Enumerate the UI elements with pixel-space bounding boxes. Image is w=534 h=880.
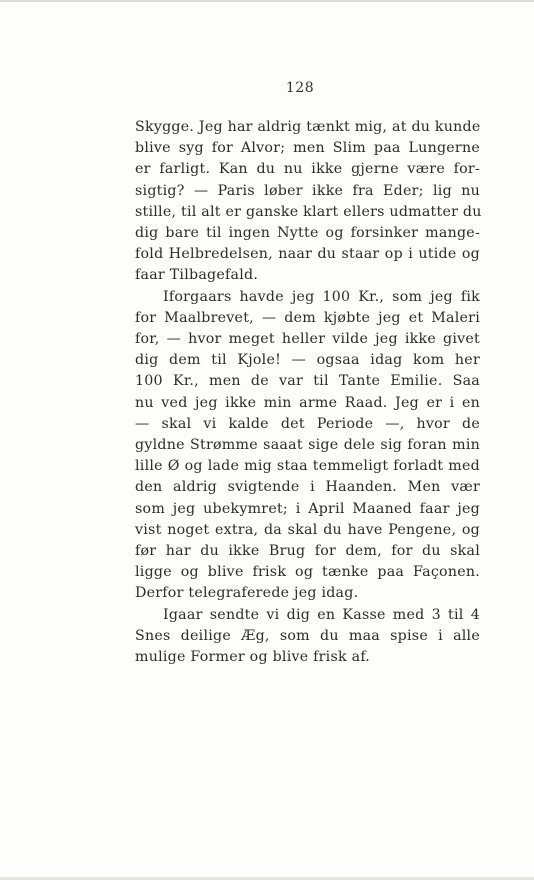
paragraph-2	[135, 287, 480, 605]
text-line: Snes deilige Æg, som du maa spise i alle	[135, 627, 480, 644]
text-line: blive syg for Alvor; men Slim paa Lungerne	[135, 140, 480, 157]
text-line: Skygge. Jeg har aldrig tænkt mig, at du kunde	[135, 119, 481, 135]
text-line: for, — hvor meget heller vilde jeg ikke givet	[135, 331, 480, 348]
body-text	[135, 117, 480, 668]
text-line: Iforgaars havde jeg 100 Kr., som jeg fik	[163, 288, 480, 305]
text-line: dig dem til Kjole! — ogsaa idag kom her	[135, 352, 480, 369]
text-line: for Maalbrevet, — dem kjøbte jeg et Maleri	[135, 309, 480, 326]
text-line: sigtig? — Paris løber ikke fra Eder; lig nu	[135, 182, 480, 199]
text-line: før har du ikke Brug for dem, for du skal	[135, 543, 480, 560]
text-line: gyldne Strømme saaat sige dele sig foran min	[135, 437, 480, 454]
text-line: mulige Former og blive frisk af.	[135, 649, 371, 666]
text-line: — skal vi kalde det Periode —, hvor de	[135, 415, 480, 432]
text-line: Derfor telegraferede jeg idag.	[135, 585, 359, 602]
paragraph-1	[135, 117, 480, 287]
text-line: dig bare til ingen Nytte og forsinker mange-	[135, 225, 480, 242]
text-line: nu ved jeg ikke min arme Raad. Jeg er i en	[135, 394, 480, 411]
text-line: er farligt. Kan du nu ikke gjerne være for-	[135, 161, 480, 178]
text-line: som jeg ubekymret; i April Maaned faar jeg	[135, 500, 480, 517]
text-line: vist noget extra, da skal du have Pengene, og	[135, 521, 480, 538]
page-number: 128	[285, 80, 315, 96]
text-line: den aldrig svigtende i Haanden. Men vær	[135, 479, 480, 496]
text-line: 100 Kr., men de var til Tante Emilie. Saa	[135, 373, 480, 390]
text-line: stille, til alt er ganske klart ellers udmatter du	[135, 203, 482, 220]
paragraph-3	[135, 605, 480, 669]
text-line: Igaar sendte vi dig en Kasse med 3 til 4	[163, 606, 480, 623]
text-line: faar Tilbagefald.	[135, 267, 259, 284]
text-line: lille Ø og lade mig staa temmeligt forladt med	[135, 458, 480, 475]
text-line: ligge og blive frisk og tænke paa Façonen.	[135, 564, 480, 581]
text-line: fold Helbredelsen, naar du staar op i utide og	[135, 246, 480, 263]
page-edge-top	[0, 0, 534, 2]
